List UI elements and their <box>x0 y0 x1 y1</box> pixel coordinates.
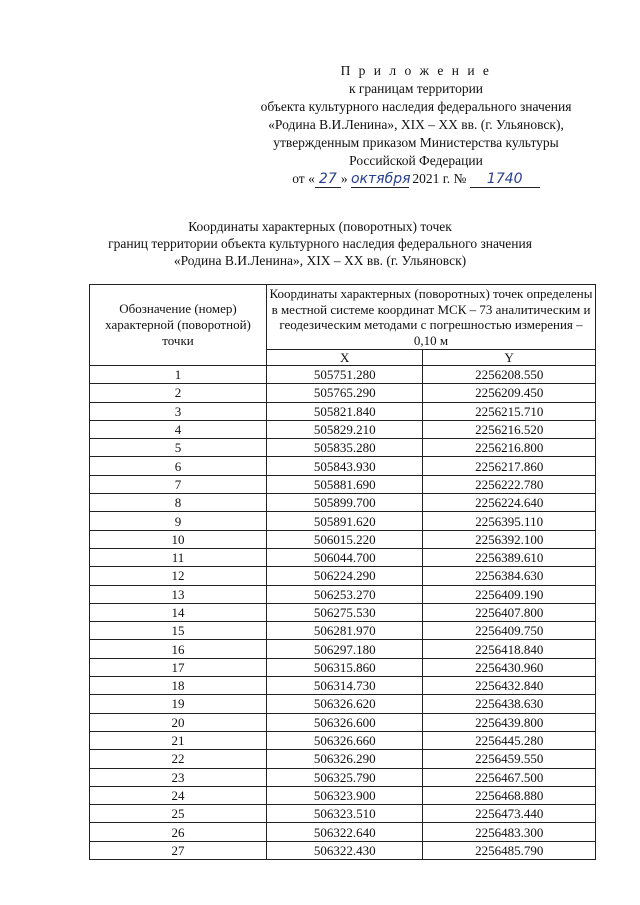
appendix-header <box>236 62 596 188</box>
y-coordinate-cell: 2256467.500 <box>423 768 596 786</box>
y-coordinate-cell: 2256485.790 <box>423 841 596 859</box>
table-row <box>90 640 596 658</box>
point-number-cell: 4 <box>90 420 267 438</box>
point-number-cell: 14 <box>90 603 267 621</box>
appendix-line-1: к границам территории <box>348 81 484 96</box>
x-coordinate-cell: 506044.700 <box>267 548 423 566</box>
y-coordinate-cell: 2256438.630 <box>423 695 596 713</box>
y-coordinate-cell: 2256432.840 <box>423 677 596 695</box>
point-number-cell: 19 <box>90 695 267 713</box>
point-number-cell: 11 <box>90 548 267 566</box>
appendix-title: П р и л о ж е н и е <box>340 63 492 78</box>
table-row <box>90 512 596 530</box>
point-number-cell: 7 <box>90 475 267 493</box>
table-row <box>90 548 596 566</box>
y-coordinate-cell: 2256216.800 <box>423 439 596 457</box>
point-number-cell: 18 <box>90 677 267 695</box>
point-number-cell: 13 <box>90 585 267 603</box>
point-number-cell: 21 <box>90 731 267 749</box>
x-coordinate-cell: 506325.790 <box>267 768 423 786</box>
table-row <box>90 475 596 493</box>
date-suffix: 2021 г. № <box>412 171 467 186</box>
point-number-cell: 15 <box>90 622 267 640</box>
heading-line-3: «Родина В.И.Ленина», XIX – XX вв. (г. Ульяновск) <box>173 253 467 268</box>
x-coordinate-cell: 506322.430 <box>267 841 423 859</box>
table-row <box>90 603 596 621</box>
table-row <box>90 420 596 438</box>
table-row <box>90 494 596 512</box>
point-number-cell: 22 <box>90 750 267 768</box>
appendix-line-3: «Родина В.И.Ленина», XIX – XX вв. (г. Ульяновск), <box>268 117 564 132</box>
table-row <box>90 823 596 841</box>
table-row <box>90 366 596 384</box>
point-number-cell: 3 <box>90 402 267 420</box>
y-coordinate-cell: 2256392.100 <box>423 530 596 548</box>
coordinates-table <box>89 284 596 860</box>
handwritten-order-number: 1740 <box>470 172 540 188</box>
x-coordinate-cell: 506281.970 <box>267 622 423 640</box>
y-coordinate-cell: 2256216.520 <box>423 420 596 438</box>
point-number-cell: 8 <box>90 494 267 512</box>
table-row <box>90 805 596 823</box>
y-coordinate-cell: 2256473.440 <box>423 805 596 823</box>
point-number-cell: 17 <box>90 658 267 676</box>
y-coordinate-cell: 2256430.960 <box>423 658 596 676</box>
table-row <box>90 457 596 475</box>
heading-line-1: Координаты характерных (поворотных) точек <box>188 219 452 234</box>
table-row <box>90 677 596 695</box>
y-coordinate-cell: 2256407.800 <box>423 603 596 621</box>
coordinates-header: Координаты характерных (поворотных) точек определены в местной системе координат МСК – 73 аналитическим и геодезическим методами с погрешностью измерения – 0,10 м <box>267 285 596 350</box>
x-coordinate-cell: 505843.930 <box>267 457 423 475</box>
point-number-cell: 23 <box>90 768 267 786</box>
y-coordinate-cell: 2256483.300 <box>423 823 596 841</box>
x-coordinate-cell: 505821.840 <box>267 402 423 420</box>
y-coordinate-cell: 2256445.280 <box>423 731 596 749</box>
point-number-cell: 27 <box>90 841 267 859</box>
table-row <box>90 731 596 749</box>
point-number-cell: 6 <box>90 457 267 475</box>
y-coordinate-cell: 2256389.610 <box>423 548 596 566</box>
point-number-cell: 1 <box>90 366 267 384</box>
table-row <box>90 567 596 585</box>
handwritten-month: октября <box>350 171 411 187</box>
x-coordinate-cell: 505829.210 <box>267 420 423 438</box>
x-coordinate-cell: 506314.730 <box>267 677 423 695</box>
y-coordinate-cell: 2256459.550 <box>423 750 596 768</box>
x-coordinate-cell: 506326.660 <box>267 731 423 749</box>
x-coordinate-cell: 506326.290 <box>267 750 423 768</box>
point-number-cell: 10 <box>90 530 267 548</box>
point-number-cell: 9 <box>90 512 267 530</box>
y-coordinate-cell: 2256222.780 <box>423 475 596 493</box>
table-row <box>90 402 596 420</box>
point-number-cell: 2 <box>90 384 267 402</box>
x-coordinate-cell: 506315.860 <box>267 658 423 676</box>
appendix-line-2: объекта культурного наследия федерального значения <box>260 99 572 114</box>
y-coordinate-cell: 2256384.630 <box>423 567 596 585</box>
point-number-cell: 26 <box>90 823 267 841</box>
x-coordinate-cell: 506323.510 <box>267 805 423 823</box>
y-coordinate-cell: 2256418.840 <box>423 640 596 658</box>
appendix-line-5: Российской Федерации <box>349 153 483 168</box>
x-coordinate-cell: 505751.280 <box>267 366 423 384</box>
y-coordinate-cell: 2256439.800 <box>423 713 596 731</box>
y-coordinate-cell: 2256215.710 <box>423 402 596 420</box>
table-row <box>90 384 596 402</box>
x-coordinate-cell: 506297.180 <box>267 640 423 658</box>
x-coordinate-cell: 506224.290 <box>267 567 423 585</box>
document-heading <box>60 218 580 269</box>
y-coordinate-cell: 2256209.450 <box>423 384 596 402</box>
table-row <box>90 439 596 457</box>
table-row <box>90 841 596 859</box>
table-row <box>90 750 596 768</box>
x-coordinate-cell: 505765.290 <box>267 384 423 402</box>
y-header: Y <box>423 350 596 366</box>
y-coordinate-cell: 2256208.550 <box>423 366 596 384</box>
x-coordinate-cell: 506323.900 <box>267 786 423 804</box>
point-number-cell: 16 <box>90 640 267 658</box>
date-mid: » <box>340 171 348 186</box>
date-prefix: от « <box>292 171 315 186</box>
table-row <box>90 530 596 548</box>
order-date-line <box>236 170 596 188</box>
x-header: X <box>267 350 423 366</box>
x-coordinate-cell: 506322.640 <box>267 823 423 841</box>
y-coordinate-cell: 2256409.750 <box>423 622 596 640</box>
point-number-cell: 25 <box>90 805 267 823</box>
x-coordinate-cell: 506275.530 <box>267 603 423 621</box>
x-coordinate-cell: 506326.620 <box>267 695 423 713</box>
x-coordinate-cell: 505899.700 <box>267 494 423 512</box>
point-number-cell: 5 <box>90 439 267 457</box>
x-coordinate-cell: 506326.600 <box>267 713 423 731</box>
appendix-line-4: утвержденным приказом Министерства культуры <box>273 135 559 150</box>
y-coordinate-cell: 2256409.190 <box>423 585 596 603</box>
table-body <box>90 366 596 860</box>
table-row <box>90 786 596 804</box>
x-coordinate-cell: 506015.220 <box>267 530 423 548</box>
table-row <box>90 695 596 713</box>
table-row <box>90 622 596 640</box>
table-row <box>90 768 596 786</box>
y-coordinate-cell: 2256468.880 <box>423 786 596 804</box>
y-coordinate-cell: 2256224.640 <box>423 494 596 512</box>
y-coordinate-cell: 2256217.860 <box>423 457 596 475</box>
point-number-cell: 24 <box>90 786 267 804</box>
table-row <box>90 585 596 603</box>
x-coordinate-cell: 505881.690 <box>267 475 423 493</box>
x-coordinate-cell: 505891.620 <box>267 512 423 530</box>
point-number-cell: 20 <box>90 713 267 731</box>
table-row <box>90 658 596 676</box>
point-number-header: Обозначение (номер) характерной (поворотной) точки <box>90 285 267 366</box>
heading-line-2: границ территории объекта культурного наследия федерального значения <box>108 236 532 251</box>
table-row <box>90 713 596 731</box>
x-coordinate-cell: 506253.270 <box>267 585 423 603</box>
y-coordinate-cell: 2256395.110 <box>423 512 596 530</box>
handwritten-day: 27 <box>315 172 341 188</box>
x-coordinate-cell: 505835.280 <box>267 439 423 457</box>
point-number-cell: 12 <box>90 567 267 585</box>
